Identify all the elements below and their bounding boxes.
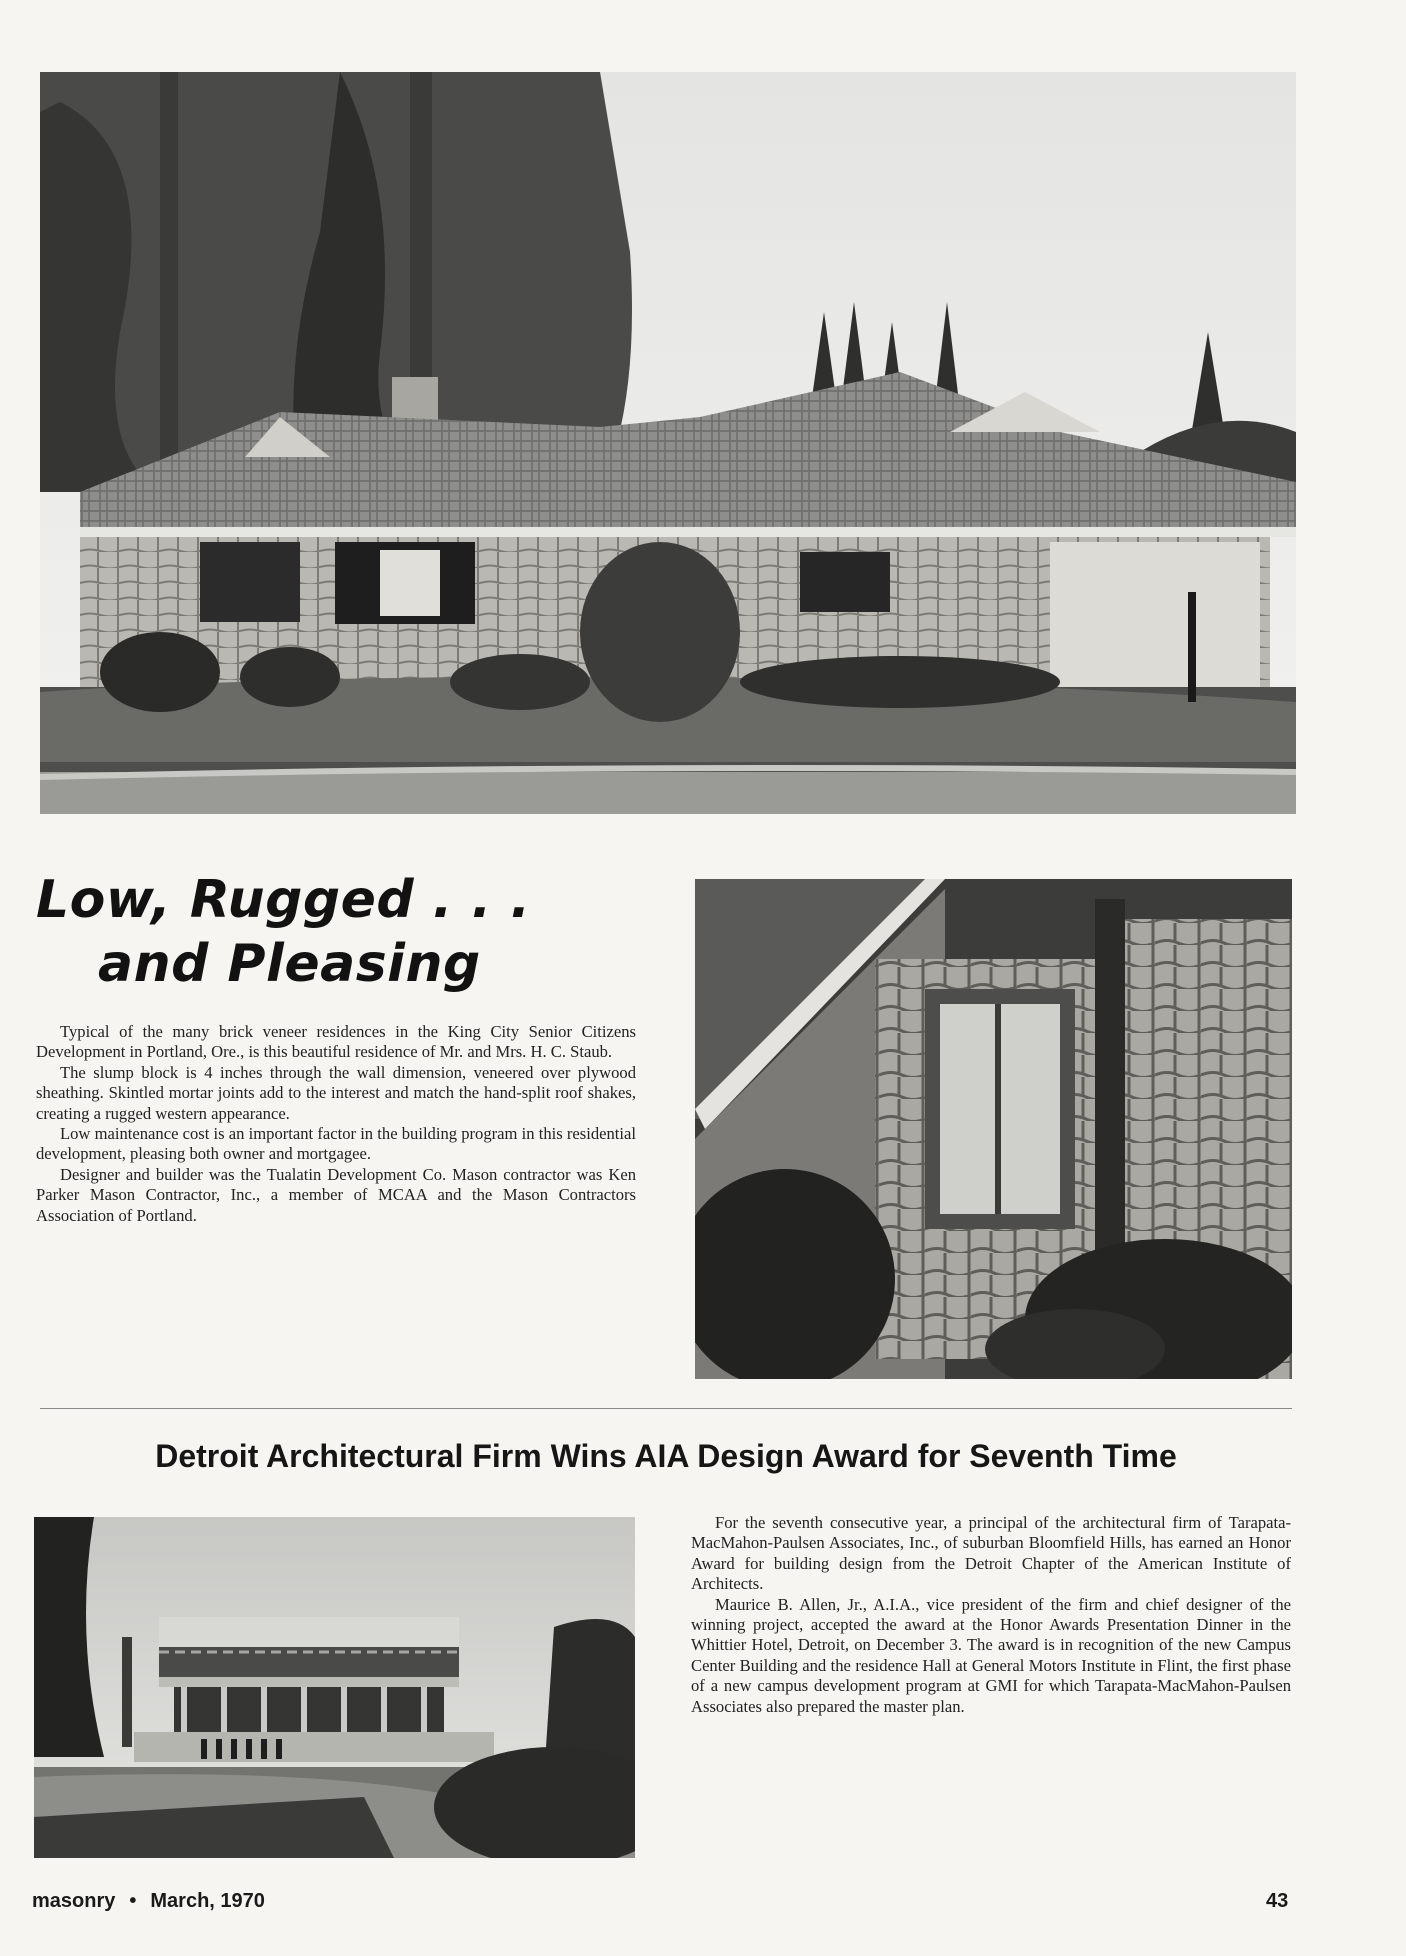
article-title <box>36 868 676 996</box>
footer-separator: • <box>129 1890 137 1912</box>
paragraph: Designer and builder was the Tualatin Development Co. Mason contractor was Ken Parker Mason Contractor, Inc., a member of MCAA and the Mason Contractors Association of Portland. <box>36 1164 636 1225</box>
title-line-1: Low, Rugged . . . <box>36 870 531 930</box>
article-body <box>691 1513 1291 1717</box>
wall-detail-photo <box>695 879 1292 1379</box>
article-body <box>36 1022 636 1226</box>
section-divider <box>40 1408 1292 1409</box>
paragraph: For the seventh consecutive year, a principal of the architectural firm of Tarapata-MacMahon-Paulsen Associates, Inc., of suburban Bloomfield Hills, has earned an Honor Award for building design from the Detroit Chapter of the American Institute of Architects. <box>691 1513 1291 1594</box>
publication-name: masonry <box>32 1890 116 1912</box>
paragraph: Typical of the many brick veneer residences in the King City Senior Citizens Development in Portland, Ore., is this beautiful residence of Mr. and Mrs. H. C. Staub. <box>36 1022 636 1062</box>
paragraph: The slump block is 4 inches through the wall dimension, veneered over plywood sheathing. Skintled mortar joints add to the interest and match the hand-split roof shakes, creating a rugged western appearance. <box>36 1062 636 1123</box>
campus-center-photo <box>34 1517 635 1858</box>
house-photo <box>40 72 1296 814</box>
paragraph: Low maintenance cost is an important factor in the building program in this residential development, pleasing both owner and mortgagee. <box>36 1124 636 1164</box>
paragraph: Maurice B. Allen, Jr., A.I.A., vice president of the firm and chief designer of the winning project, accepted the award at the Honor Awards Presentation Dinner in the Whittier Hotel, Detroit, on December 3. The award is in recognition of the new Campus Center Building and the residence Hall at General Motors Institute in Flint, the first phase of a new campus development program at GMI for which Tarapata-MacMahon-Paulsen Associates also prepared the master plan. <box>691 1594 1291 1716</box>
page-footer <box>32 1890 265 1913</box>
page-number: 43 <box>1266 1890 1289 1912</box>
article-headline: Detroit Architectural Firm Wins AIA Design Award for Seventh Time <box>155 1438 1177 1474</box>
title-line-2: and Pleasing <box>98 934 481 994</box>
issue-date: March, 1970 <box>150 1890 265 1912</box>
